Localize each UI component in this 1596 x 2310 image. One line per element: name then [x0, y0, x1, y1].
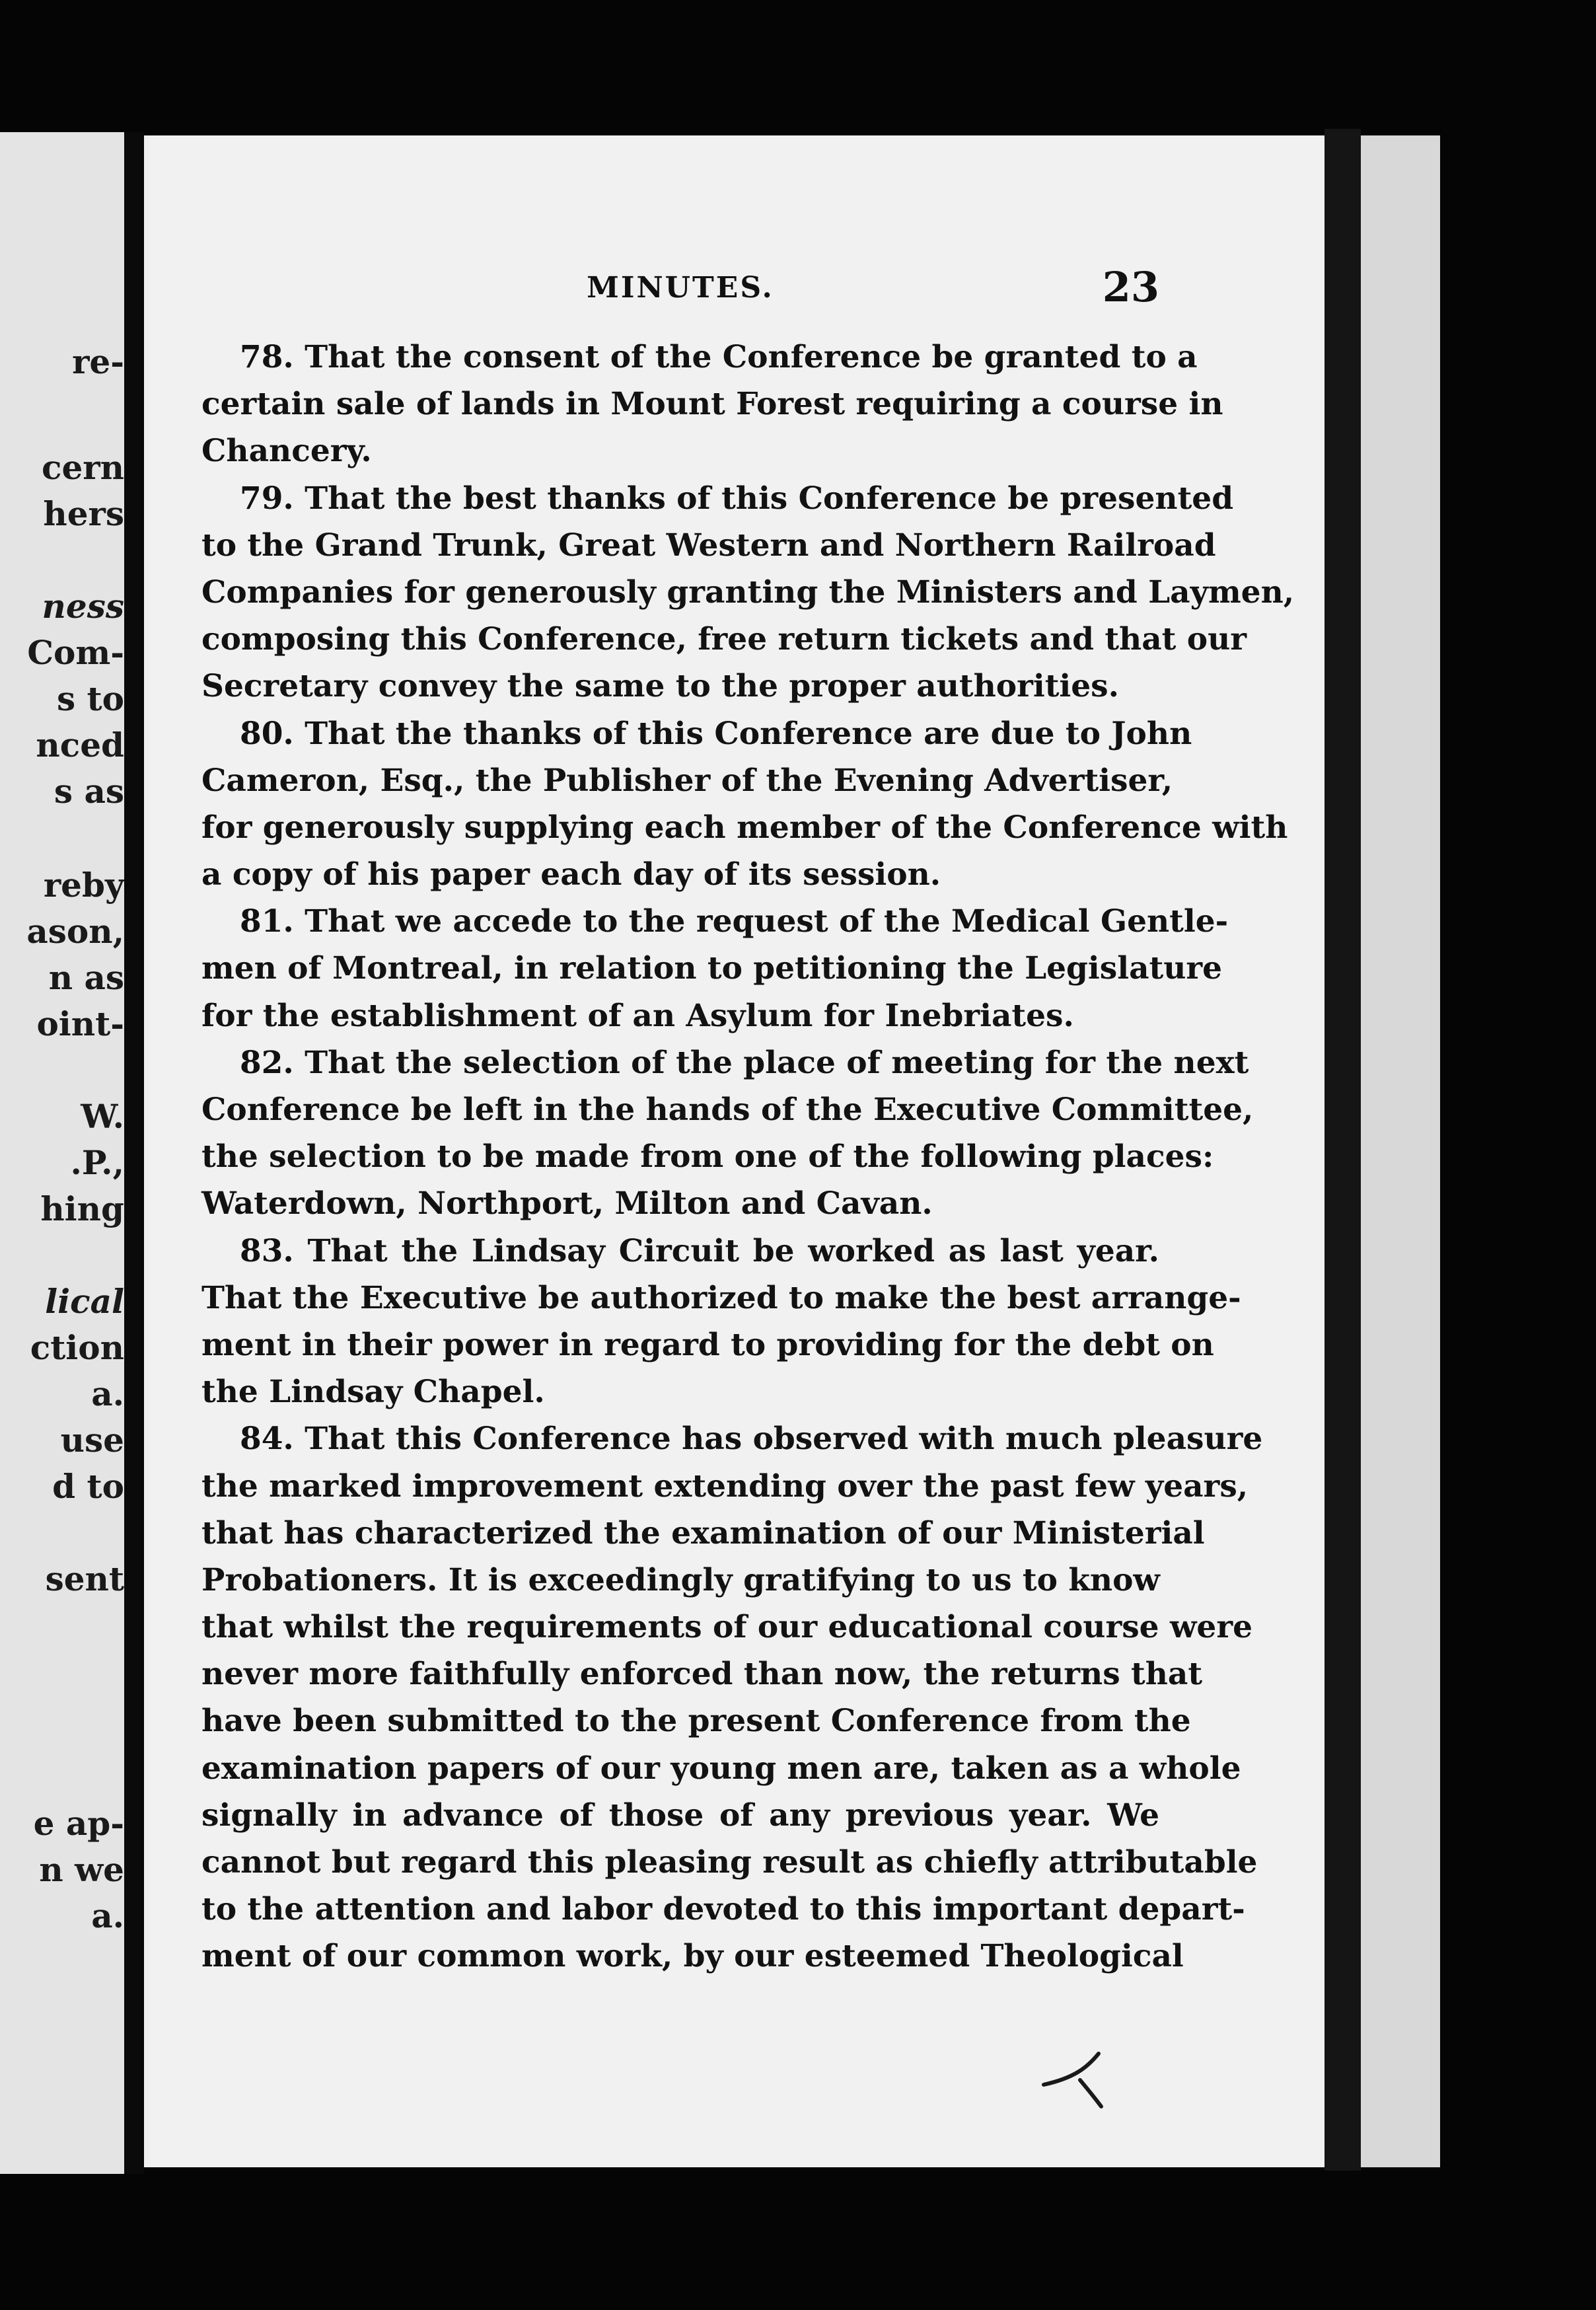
left-page-fragment: s as	[54, 772, 124, 811]
left-page-fragment: re-	[72, 342, 124, 381]
left-page-fragment: .P.,	[70, 1143, 124, 1182]
left-page-fragment: reby	[43, 866, 124, 905]
page-number: 23	[1102, 263, 1159, 311]
left-page-fragment: ason,	[26, 912, 124, 951]
text-line: the selection to be made from one of the following places:	[201, 1138, 1214, 1175]
left-page-fragment: a.	[91, 1374, 124, 1413]
text-line: the marked improvement extending over the past few years,	[201, 1468, 1249, 1505]
page-edge-shadow	[1324, 129, 1361, 2171]
left-page-edge	[0, 132, 124, 2174]
text-line: 80. That the thanks of this Conference are due to John	[240, 715, 1192, 752]
text-line: Waterdown, Northport, Milton and Cavan.	[201, 1185, 933, 1222]
text-line: Companies for generously granting the Ministers and Laymen,	[201, 574, 1295, 611]
left-page-fragment: hing	[40, 1189, 124, 1228]
text-line: for the establishment of an Asylum for Inebriates.	[201, 997, 1074, 1034]
text-line: composing this Conference, free return tickets and that our	[201, 621, 1247, 658]
text-line: 84. That this Conference has observed with much pleasure	[240, 1421, 1263, 1458]
left-page-fragment: oint-	[36, 1004, 124, 1043]
text-line: for generously supplying each member of the Conference with	[201, 809, 1288, 846]
text-line: Secretary convey the same to the proper authorities.	[201, 668, 1120, 705]
left-page-fragment: d to	[52, 1467, 124, 1506]
body-text	[201, 334, 1295, 1980]
pencil-mark-icon	[1040, 2048, 1120, 2108]
text-line: Conference be left in the hands of the Executive Committee,	[201, 1092, 1254, 1128]
left-page-fragment: e ap-	[33, 1804, 124, 1843]
left-page-fragment: W.	[81, 1097, 124, 1136]
left-page-fragment: Com-	[27, 633, 124, 672]
text-line: the Lindsay Chapel.	[201, 1374, 545, 1411]
text-line: that has characterized the examination of our Ministerial	[201, 1514, 1205, 1551]
left-page-fragment: a.	[91, 1896, 124, 1935]
text-line: signally in advance of those of any previous year. We	[201, 1797, 1159, 1834]
text-line: cannot but regard this pleasing result as chiefly attributable	[201, 1844, 1258, 1881]
text-line: 82. That the selection of the place of meeting for the next	[240, 1044, 1249, 1081]
text-line: examination papers of our young men are, taken as a whole	[201, 1750, 1241, 1787]
text-line: to the Grand Trunk, Great Western and Northern Railroad	[201, 527, 1216, 564]
left-page-fragment: use	[60, 1421, 124, 1460]
text-line: Probationers. It is exceedingly gratifying to us to know	[201, 1561, 1160, 1598]
text-line: Cameron, Esq., the Publisher of the Evening Advertiser,	[201, 762, 1173, 799]
text-line: 81. That we accede to the request of the Medical Gentle-	[240, 903, 1229, 940]
text-line: That the Executive be authorized to make the best arrange-	[201, 1279, 1241, 1316]
text-line: a copy of his paper each day of its session.	[201, 856, 941, 893]
running-head: MINUTES.	[587, 271, 774, 305]
left-page-fragment: ness	[42, 587, 124, 626]
page-header	[201, 263, 1159, 324]
page-edge-strip	[1361, 135, 1440, 2167]
left-page-fragment: n we	[39, 1850, 124, 1889]
book-gutter	[124, 132, 144, 2174]
text-line: never more faithfully enforced than now, the returns that	[201, 1656, 1203, 1693]
left-page-fragment: hers	[43, 494, 124, 533]
text-line: 78. That the consent of the Conference be granted to a	[240, 339, 1198, 375]
text-line: have been submitted to the present Conference from the	[201, 1703, 1191, 1740]
left-page-fragment: lical	[45, 1282, 124, 1321]
text-line: 83. That the Lindsay Circuit be worked as last year.	[240, 1232, 1159, 1269]
text-line: ment of our common work, by our esteemed Theological	[201, 1938, 1184, 1975]
text-line: Chancery.	[201, 433, 372, 470]
text-line: ment in their power in regard to providing for the debt on	[201, 1326, 1214, 1363]
text-line: certain sale of lands in Mount Forest requiring a course in	[201, 386, 1223, 423]
left-page-fragment: ction	[30, 1328, 124, 1367]
text-line: 79. That the best thanks of this Conference be presented	[240, 480, 1234, 517]
left-page-fragment: cern	[42, 448, 124, 487]
text-line: to the attention and labor devoted to this important depart-	[201, 1891, 1245, 1928]
text-line: men of Montreal, in relation to petitioning the Legislature	[201, 950, 1223, 987]
left-page-fragment: n as	[48, 958, 124, 997]
text-line: that whilst the requirements of our educational course were	[201, 1609, 1252, 1646]
left-page-fragment: nced	[36, 726, 124, 764]
left-page-fragment: sent	[45, 1559, 124, 1598]
left-page-fragment: s to	[56, 679, 124, 718]
